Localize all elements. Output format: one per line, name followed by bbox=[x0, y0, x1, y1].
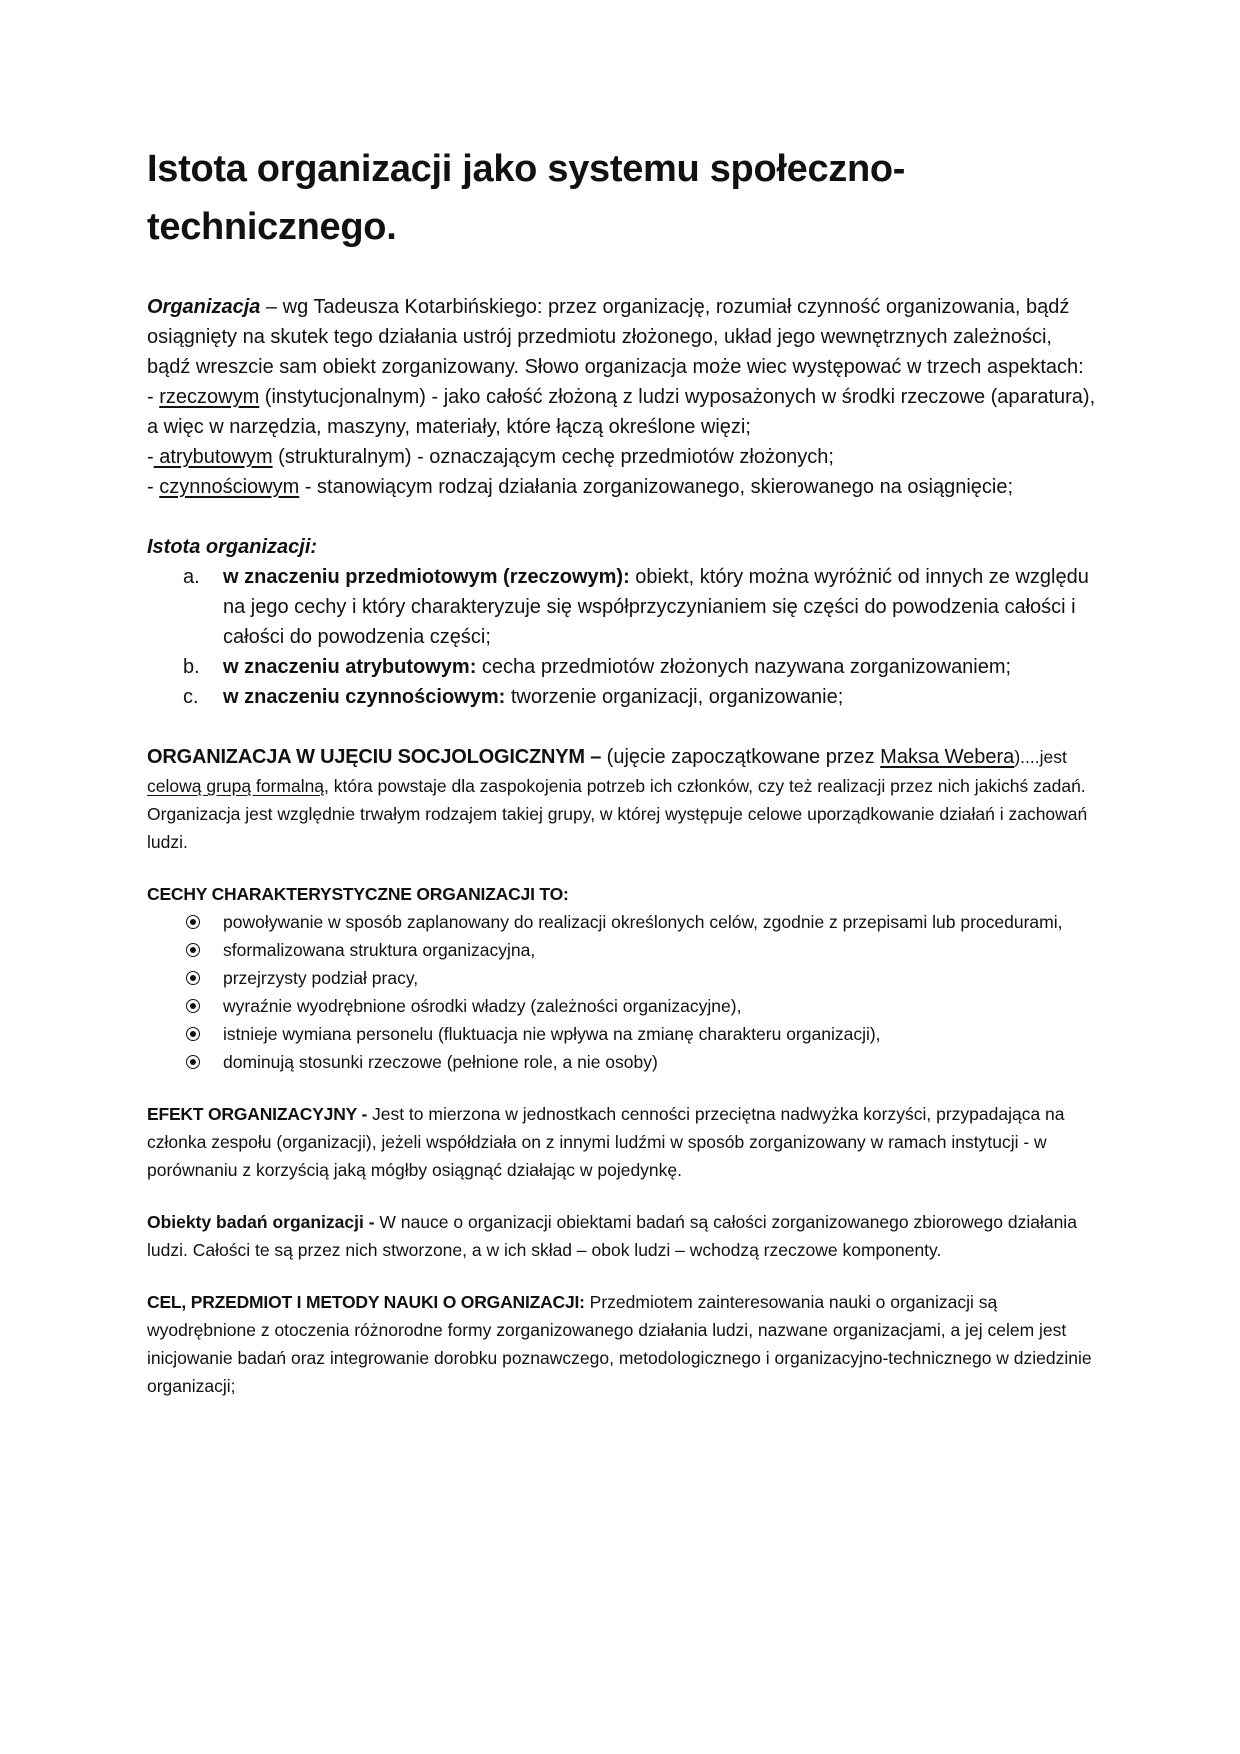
cel-text: Przedmiotem zainteresowania nauki o organizacji są wyodrębnione z otoczenia różnorodne formy zorganizowanego działania ludzi, nazwane organizacjami, a jej celem jest inicjowanie badań oraz integrowanie dorobku poznawczego, metodologicznego i organizacyjno-technicznego w dziedzinie organizacji; bbox=[147, 1292, 1092, 1396]
aspect-text: (strukturalnym) - oznaczającym cechę przedmiotów złożonych; bbox=[272, 446, 834, 468]
istota-term: w znaczeniu czynnościowym: bbox=[223, 686, 506, 708]
intro-text: – wg Tadeusza Kotarbińskiego: przez organizację, rozumiał czynność organizowania, bądź osiągnięty na skutek tego działania ustrój przedmiotu złożonego, układ jego wewnętrznych zależności, bądź wreszcie sam obiekt zorganizowany. Słowo organizacja może wiec występować w trzech aspektach: bbox=[147, 296, 1084, 378]
cel-paragraph bbox=[147, 1288, 1097, 1400]
istota-text: obiekt, który można wyróżnić od innych ze względu na jego cechy i który charakteryzuje się współprzyczynianiem się części do powodzenia całości i całości do powodzenia części; bbox=[223, 566, 1089, 648]
efekt-paragraph bbox=[147, 1100, 1097, 1184]
celowa-grupa-link[interactable]: celową grupą formalną bbox=[147, 776, 325, 796]
aspect-item bbox=[147, 442, 1097, 472]
aspect-prefix: - bbox=[147, 446, 154, 468]
istota-term: w znaczeniu atrybutowym: bbox=[223, 656, 477, 678]
aspect-term: rzeczowym bbox=[159, 386, 260, 408]
circle-bullet-icon bbox=[186, 1027, 200, 1041]
circle-bullet-icon bbox=[186, 999, 200, 1013]
aspect-text: - stanowiącym rodzaj działania zorganizowanego, skierowanego na osiągnięcie; bbox=[299, 476, 1014, 498]
document-page bbox=[147, 140, 1097, 1400]
efekt-text: Jest to mierzona w jednostkach cenności przeciętna nadwyżka korzyści, przypadająca na członka zespołu (organizacji), jeżeli współdziała on z innymi ludźmi w sposób zorganizowany w ramach instytucji - w porównaniu z korzyścią jaką mógłby osiągnąć działając w pojedynkę. bbox=[147, 1104, 1065, 1180]
istota-term: w znaczeniu przedmiotowym (rzeczowym): bbox=[223, 566, 630, 588]
obiekty-paragraph bbox=[147, 1208, 1097, 1264]
circle-bullet-icon bbox=[186, 915, 200, 929]
socjologiczne-text-3: , która powstaje dla zaspokojenia potrzeb ich członków, czy też realizacji przez nich jakichś zadań. Organizacja jest względnie trwałym rodzajem takiej grupy, w której występuje celowe uporządkowanie działań i zachowań ludzi. bbox=[147, 776, 1088, 852]
aspects-list bbox=[147, 382, 1097, 502]
cechy-text: dominują stosunki rzeczowe (pełnione role, a nie osoby) bbox=[223, 1052, 658, 1072]
istota-text: tworzenie organizacji, organizowanie; bbox=[505, 686, 844, 708]
cel-term: CEL, PRZEDMIOT I METODY NAUKI O ORGANIZACJI: bbox=[147, 1292, 585, 1312]
circle-bullet-icon bbox=[186, 1055, 200, 1069]
istota-text: cecha przedmiotów złożonych nazywana zorganizowaniem; bbox=[476, 656, 1012, 678]
istota-item bbox=[147, 562, 1097, 652]
intro-paragraph bbox=[147, 292, 1097, 382]
aspect-item bbox=[147, 472, 1097, 502]
obiekty-term: Obiekty badań organizacji - bbox=[147, 1212, 375, 1232]
cechy-text: istnieje wymiana personelu (fluktuacja nie wpływa na zmianę charakteru organizacji), bbox=[223, 1024, 881, 1044]
maks-weber-link[interactable]: Maksa Webera bbox=[880, 746, 1015, 768]
socjologiczne-text-2: )....jest bbox=[1014, 747, 1067, 767]
socjologiczne-text-1: (ujęcie zapoczątkowane przez bbox=[601, 746, 881, 768]
cechy-item bbox=[147, 1020, 1097, 1048]
cechy-item bbox=[147, 908, 1097, 936]
istota-list bbox=[147, 562, 1097, 712]
socjologiczne-paragraph bbox=[147, 742, 1097, 856]
list-marker: b. bbox=[183, 656, 200, 678]
aspect-item bbox=[147, 382, 1097, 442]
cechy-text: powoływanie w sposób zaplanowany do realizacji określonych celów, zgodnie z przepisami lub procedurami, bbox=[223, 912, 1063, 932]
cechy-text: przejrzysty podział pracy, bbox=[223, 968, 419, 988]
page-title: Istota organizacji jako systemu społeczno-technicznego. bbox=[147, 148, 906, 248]
aspect-term: czynnościowym bbox=[159, 476, 300, 498]
list-marker: a. bbox=[183, 566, 200, 588]
cechy-item bbox=[147, 936, 1097, 964]
intro-term: Organizacja bbox=[147, 296, 261, 318]
istota-item bbox=[147, 682, 1097, 712]
efekt-term: EFEKT ORGANIZACYJNY - bbox=[147, 1104, 368, 1124]
aspect-prefix: - bbox=[147, 476, 160, 498]
aspect-term: atrybutowym bbox=[153, 446, 273, 468]
cechy-heading: CECHY CHARAKTERYSTYCZNE ORGANIZACJI TO: bbox=[147, 884, 569, 904]
circle-bullet-icon bbox=[186, 971, 200, 985]
list-marker: c. bbox=[183, 686, 199, 708]
cechy-text: sformalizowana struktura organizacyjna, bbox=[223, 940, 536, 960]
socjologiczne-term: ORGANIZACJA W UJĘCIU SOCJOLOGICZNYM – bbox=[147, 746, 602, 768]
cechy-item bbox=[147, 964, 1097, 992]
circle-bullet-icon bbox=[186, 943, 200, 957]
cechy-text: wyraźnie wyodrębnione ośrodki władzy (zależności organizacyjne), bbox=[223, 996, 742, 1016]
obiekty-text: W nauce o organizacji obiektami badań są całości zorganizowanego zbiorowego działania ludzi. Całości te są przez nich stworzone, a w ich skład – obok ludzi – wchodzą rzeczowe komponenty. bbox=[147, 1212, 1077, 1260]
istota-heading: Istota organizacji: bbox=[147, 536, 318, 558]
aspect-prefix: - bbox=[147, 386, 160, 408]
istota-item bbox=[147, 652, 1097, 682]
cechy-list bbox=[147, 908, 1097, 1076]
aspect-text: (instytucjonalnym) - jako całość złożoną z ludzi wyposażonych w środki rzeczowe (aparatura), a więc w narzędzia, maszyny, materiały, które łączą określone więzi; bbox=[147, 386, 1096, 438]
cechy-item bbox=[147, 1048, 1097, 1076]
cechy-item bbox=[147, 992, 1097, 1020]
